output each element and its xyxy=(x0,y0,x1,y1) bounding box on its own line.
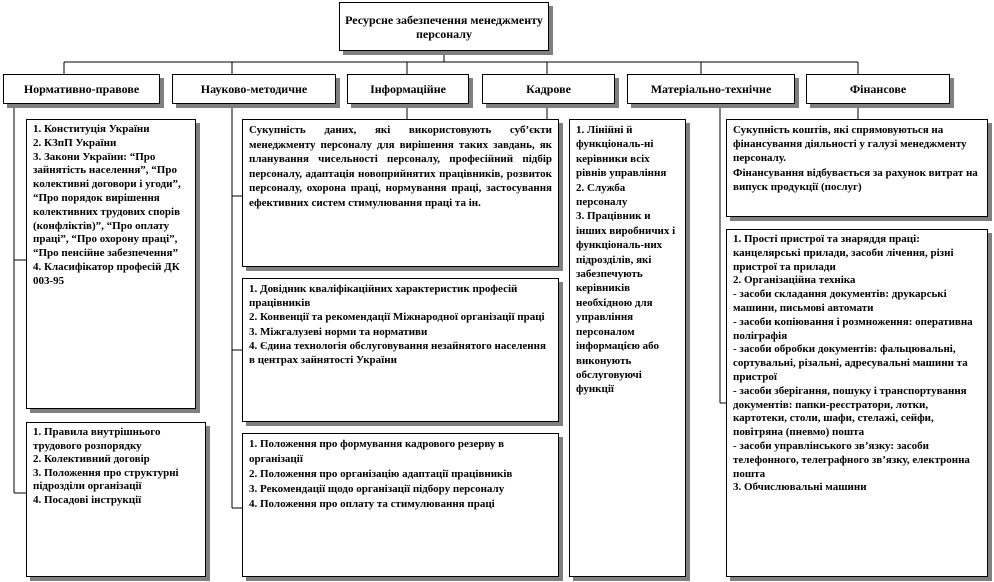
diagram-root-title: Ресурсне забезпечення менеджменту персоналу xyxy=(345,12,543,41)
category-material-label: Матеріально-технічне xyxy=(650,82,772,96)
category-finance-label: Фінансове xyxy=(849,82,907,96)
category-staff-label: Кадрове xyxy=(526,82,571,96)
category-material xyxy=(627,74,795,104)
normative-laws-box: 1. Конституція України 2. КЗпП України 3. Закони України: “Про зайнятість населення”, “Про колективні договори і угоди”, “Про порядок вирішення колективних трудових спорів (конфліктів)”, “Про оплату праці”, “Про охорону праці”, “Про пенсійне забезпечення” 4. Класифікатор професій ДК 003-95 xyxy=(26,119,196,409)
method-reference-docs-box: 1. Довідник кваліфікаційних характеристик професій працівників 2. Конвенції та рекомендації Міжнародної організації праці 3. Міжгалузеві норми та нормативи 4. Єдина технологія обслуговування незайнятого населення в центрах зайнятості України xyxy=(242,278,559,422)
category-finance xyxy=(806,74,950,104)
category-method-label: Науково-методичне xyxy=(200,82,308,96)
staff-list-box: 1. Лінійні й функціональ-ні керівники всіх рівнів управління 2. Служба персоналу 3. Працівник и інших виробничих і функціональ-них підрозділів, які забезпечують керівників необхідною для управління персоналом інформацією або виконують обслуговуючі функції xyxy=(569,119,686,577)
info-definition-box: Сукупність даних, які використовують суб’єкти менеджменту персоналу для вирішення таких завдань, як планування чисельності персоналу, професійний підбір персоналу, адаптація новоприйнятих працівників, розвиток персоналу, охорона праці, нормування праці, застосування ефективних систем стимулювання праці та ін. xyxy=(242,119,559,267)
category-normative-label: Нормативно-правове xyxy=(23,82,140,96)
category-normative xyxy=(3,74,160,104)
category-method xyxy=(172,74,336,104)
diagram-root-box xyxy=(339,2,549,51)
method-internal-docs-box: 1. Положення про формування кадрового резерву в організації 2. Положення про організацію адаптації працівників 3. Рекомендації щодо організації підбору персоналу 4. Положення про оплату та стимулювання праці xyxy=(242,433,559,577)
category-info xyxy=(347,74,469,104)
category-staff xyxy=(482,74,615,104)
finance-definition-box: Сукупність коштів, які спрямовуються на фінансування діяльності у галузі менеджменту персоналу. Фінансування відбувається за рахунок витрат на випуск продукції (послуг) xyxy=(726,119,988,217)
normative-internal-docs-box: 1. Правила внутрішнього трудового розпорядку 2. Колективний договір 3. Положення про структурні підрозділи організації 4. Посадові інструкції xyxy=(26,422,206,577)
category-info-label: Інформаційне xyxy=(370,82,446,96)
material-equipment-box: 1. Прості пристрої та знаряддя праці: канцелярські прилади, засоби лічення, різні пристрої та прилади 2. Організаційна техніка - засоби складання документів: друкарські машини, письмові автомати - засоби копіювання і розмноження: оперативна поліграфія - засоби обробки документів: фальцювальні, сортувальні, різальні, адресувальні машини та пристрої - засоби зберігання, пошуку і транспортування документів: папки-реєстратори, лотки, картотеки, столи, шафи, стелажі, сейфи, повітряна (пневмо) пошта - засоби управлінського зв’язку: засоби телефонного, телеграфного зв’язку, електронна пошта 3. Обчислювальні машини xyxy=(726,229,988,577)
